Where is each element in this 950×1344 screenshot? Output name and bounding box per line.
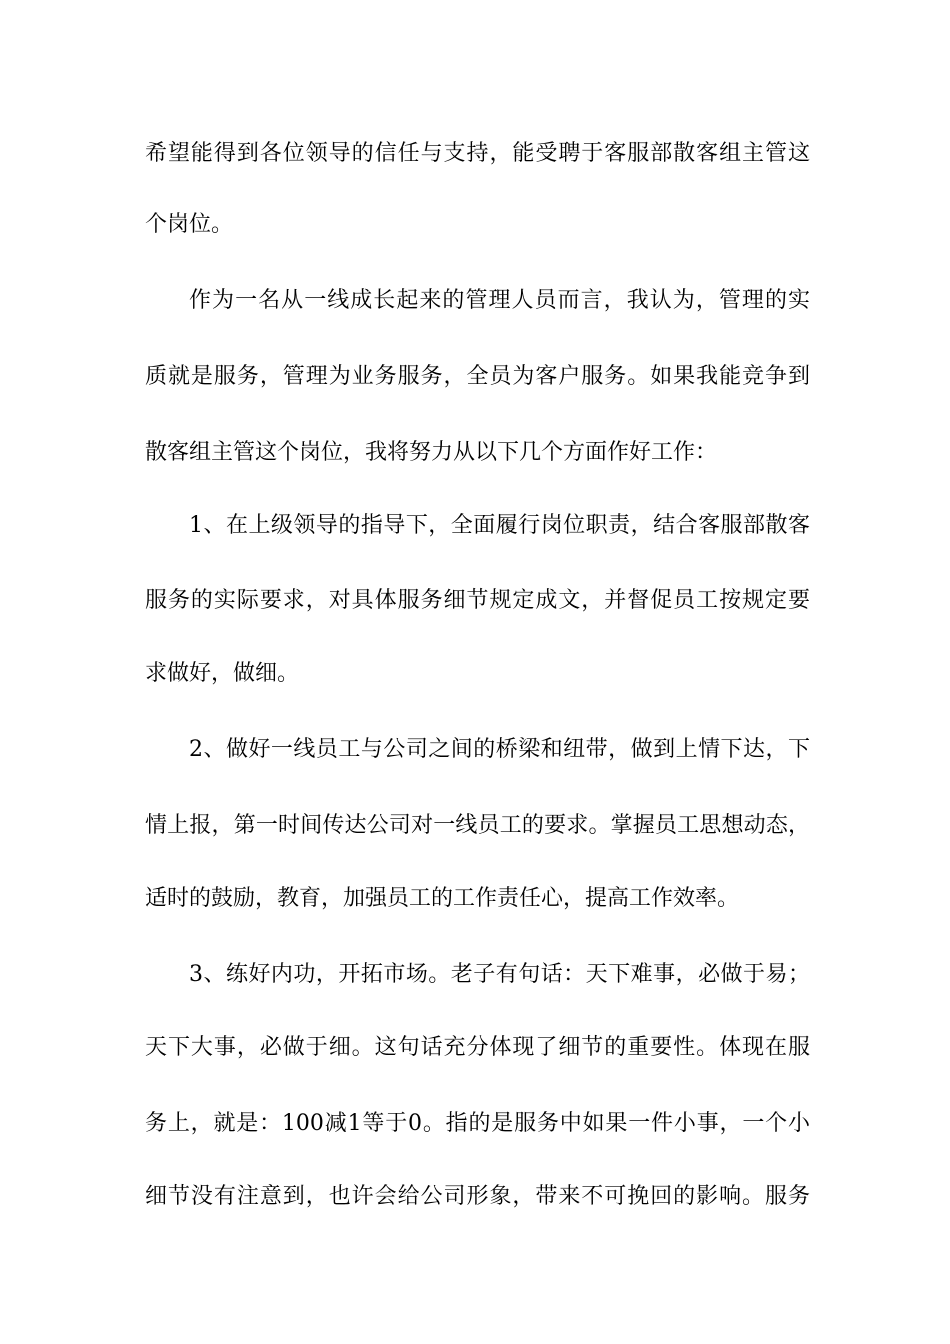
text-line-15: 细节没有注意到，也许会给公司形象，带来不可挽回的影响。服务	[145, 1184, 810, 1209]
text-line-3: 作为一名从一线成长起来的管理人员而言，我认为，管理的实	[189, 288, 810, 313]
text-line-1: 希望能得到各位领导的信任与支持，能受聘于客服部散客组主管这	[145, 141, 810, 166]
text-line-8: 求做好，做细。	[145, 661, 300, 686]
text-line-2: 个岗位。	[145, 212, 234, 237]
text-line-14: 务上，就是：100减1等于0。指的是服务中如果一件小事，一个小	[145, 1111, 810, 1136]
text-line-6: 1、在上级领导的指导下，全面履行岗位职责，结合客服部散客	[189, 513, 810, 538]
text-line-7: 服务的实际要求，对具体服务细节规定成文，并督促员工按规定要	[145, 588, 810, 613]
text-line-11: 适时的鼓励，教育，加强员工的工作责任心，提高工作效率。	[145, 886, 740, 911]
text-line-9: 2、做好一线员工与公司之间的桥梁和纽带，做到上情下达，下	[189, 737, 810, 762]
text-line-10: 情上报，第一时间传达公司对一线员工的要求。掌握员工思想动态，	[145, 813, 810, 838]
text-line-12: 3、练好内功，开拓市场。老子有句话：天下难事，必做于易；	[189, 962, 810, 987]
text-line-5: 散客组主管这个岗位，我将努力从以下几个方面作好工作：	[145, 440, 718, 465]
text-line-4: 质就是服务，管理为业务服务，全员为客户服务。如果我能竞争到	[145, 364, 810, 389]
text-line-13: 天下大事，必做于细。这句话充分体现了细节的重要性。体现在服	[145, 1035, 810, 1060]
